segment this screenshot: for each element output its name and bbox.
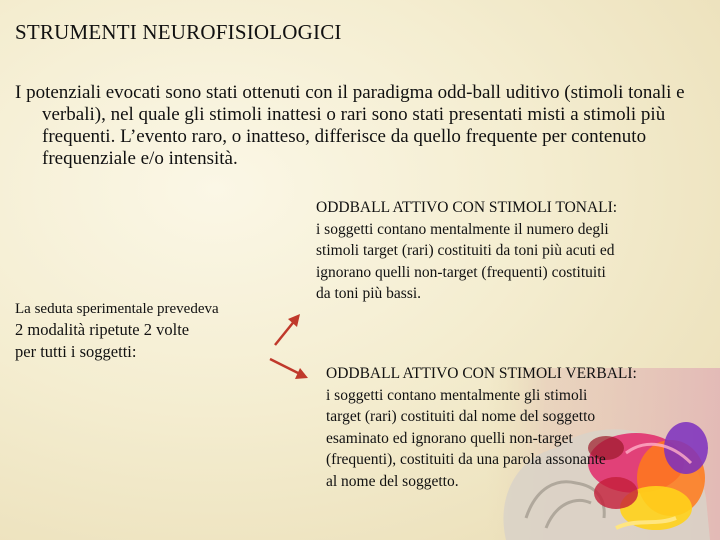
oddball-verbal-line: al nome del soggetto.	[326, 472, 459, 490]
oddball-tonal-line: ignorano quelli non-target (frequenti) costituiti	[316, 263, 606, 281]
session-modalities: 2 modalità ripetute 2 volte	[15, 320, 190, 339]
oddball-tonal-line: da toni più bassi.	[316, 285, 422, 302]
arrow-up-right-icon	[275, 314, 300, 345]
oddball-tonal-line: stimoli target (rari) costituiti da toni più acuti ed	[316, 242, 615, 259]
oddball-verbal-line: esaminato ed ignorano quelli non-target	[326, 429, 573, 447]
session-lead: La seduta sperimentale prevedeva	[15, 301, 219, 317]
oddball-tonal-block	[316, 197, 716, 305]
arrows-group	[262, 305, 322, 385]
oddball-verbal-heading: ODDBALL ATTIVO CON STIMOLI VERBALI:	[326, 365, 637, 382]
oddball-verbal-line: (frequenti), costituiti da una parola assonante	[326, 451, 606, 468]
session-subjects: per tutti i soggetti:	[15, 342, 137, 361]
arrow-down-right-icon	[270, 359, 308, 379]
intro-paragraph	[15, 82, 705, 170]
oddball-tonal-line: i soggetti contano mentalmente il numero degli	[316, 220, 609, 238]
oddball-verbal-block	[326, 363, 706, 492]
session-description	[15, 300, 265, 362]
oddball-tonal-heading: ODDBALL ATTIVO CON STIMOLI TONALI:	[316, 199, 618, 216]
intro-text: I potenziali evocati sono stati ottenuti con il paradigma odd-ball uditivo (stimoli tonali e verbali), nel quale gli stimoli inattesi o rari sono stati presentati misti a stimoli più frequenti. L’evento raro, o inatteso, differisce da quello frequente per contenuto frequenziale e/o intensità.	[15, 82, 685, 169]
oddball-verbal-line: i soggetti contano mentalmente gli stimoli	[326, 386, 588, 404]
slide-title: STRUMENTI NEUROFISIOLOGICI	[15, 20, 342, 44]
oddball-verbal-line: target (rari) costituiti dal nome del soggetto	[326, 408, 596, 425]
